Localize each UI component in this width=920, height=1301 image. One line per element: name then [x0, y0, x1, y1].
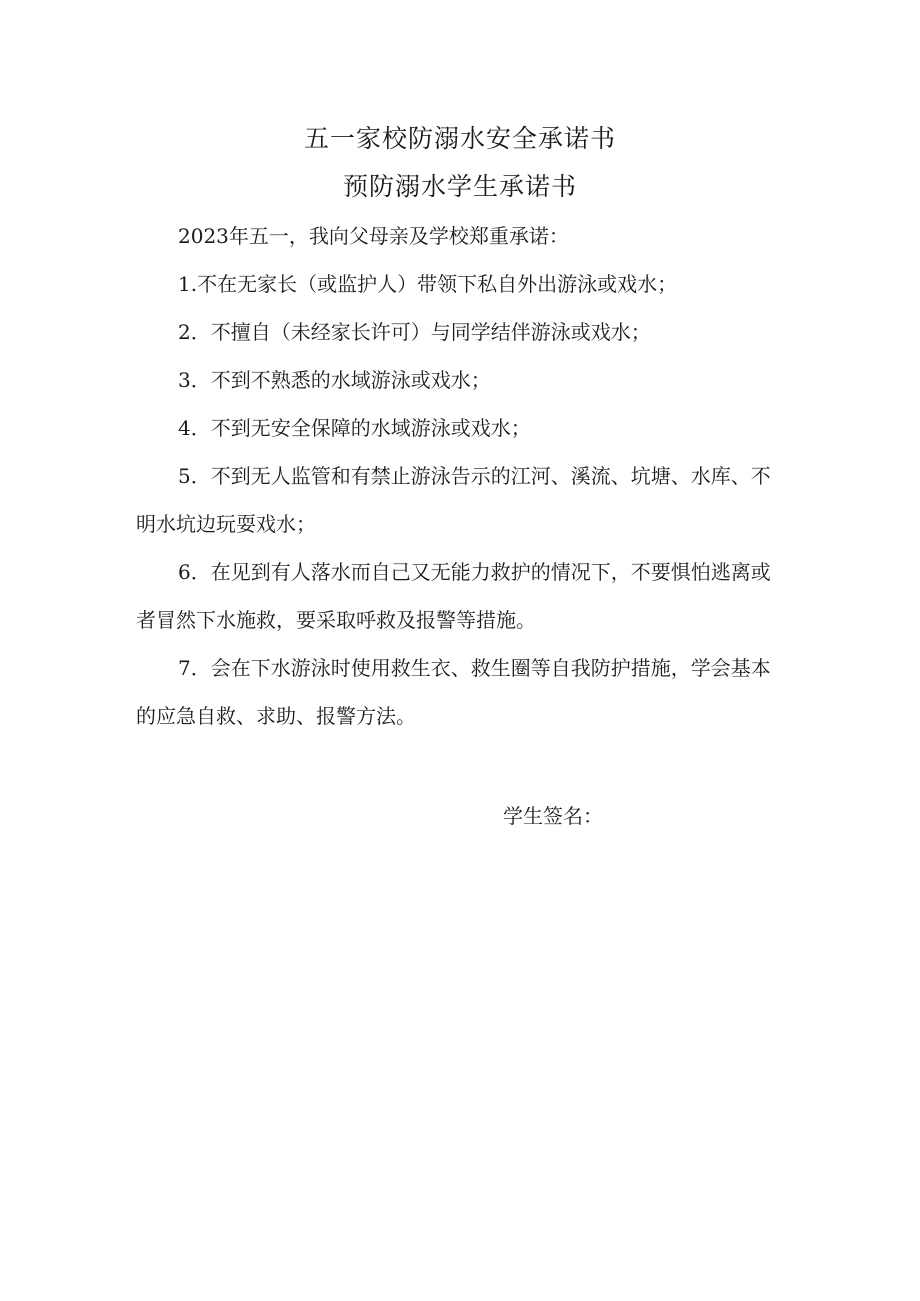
- commitment-item-3: 3．不到不熟悉的水域游泳或戏水；: [178, 368, 491, 392]
- document-subtitle: 预防溺水学生承诺书: [342, 172, 577, 201]
- intro-paragraph: 2023年五一，我向父母亲及学校郑重承诺：: [178, 224, 569, 248]
- commitment-item-4: 4．不到无安全保障的水域游泳或戏水；: [178, 416, 531, 440]
- commitment-item-2: 2．不擅自（未经家长许可）与同学结伴游泳或戏水；: [178, 320, 651, 344]
- document-body: [136, 212, 786, 740]
- commitment-item-1: 1.不在无家长（或监护人）带领下私自外出游泳或戏水；: [178, 272, 678, 296]
- document-title: 五一家校防溺水安全承诺书: [303, 124, 616, 153]
- signature-label: 学生签名：: [503, 804, 603, 828]
- commitment-item-6: 6．在见到有人落水而自己又无能力救护的情况下，不要惧怕逃离或者冒然下水施救，要采取呼救及报警等措施。: [136, 560, 771, 632]
- commitment-item-5: 5．不到无人监管和有禁止游泳告示的江河、溪流、坑塘、水库、不明水坑边玩耍戏水；: [136, 464, 771, 536]
- commitment-item-7: 7．会在下水游泳时使用救生衣、救生圈等自我防护措施，学会基本的应急自救、求助、报警方法。: [136, 656, 771, 728]
